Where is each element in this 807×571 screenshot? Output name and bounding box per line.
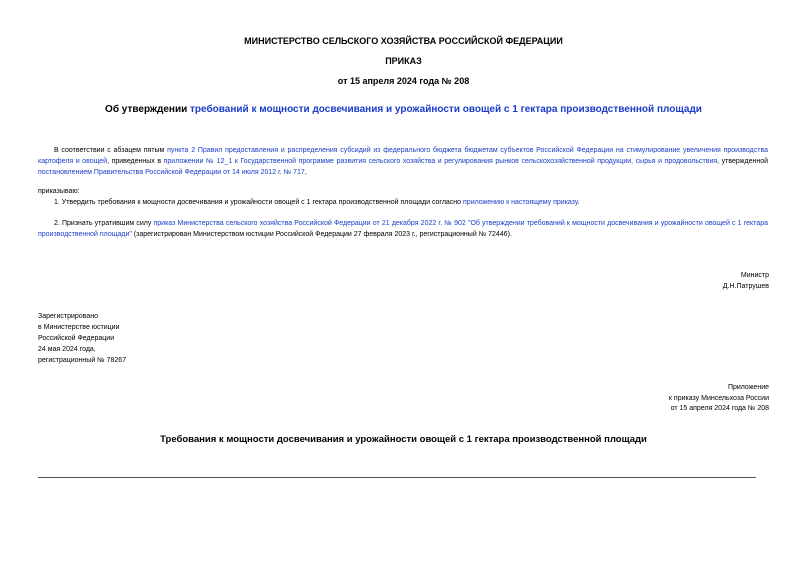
item-1 [38,197,768,208]
item-1-end: . [577,199,580,206]
appendix-program-link[interactable]: приложении № 12_1 к Государственной программе развития сельского хозяйства и регулирования рынков сельскохозяйственной продукции, сырья и продовольствия [163,158,718,165]
registration-line: регистрационный № 78267 [38,357,127,364]
government-decree-link[interactable]: постановлением Правительства Российской Федерации от 14 июля 2012 г. № 717 [38,169,305,176]
registration-line: в Министерстве юстиции [38,324,120,331]
signature-block [723,270,769,292]
appendix-block [669,383,769,415]
signature-name: Д.Н.Патрушев [722,283,769,290]
rules-link[interactable]: пункта 2 Правил предоставления и распределения субсидий из федерального бюджета бюджетам субъектов Российской Федерации на стимулирование увеличения производства картофеля и овощей [38,147,768,165]
requirements-title: Требования к мощности досвечивания и урожайности овощей с 1 гектара производственной площади [160,434,647,445]
subject-prefix: Об утверждении [105,104,191,115]
preamble-text-2: , приведенных в [107,158,164,165]
registration-line: Зарегистрировано [38,313,98,320]
doc-date-number: от 15 апреля 2024 года № 208 [337,76,470,86]
doc-type: ПРИКАЗ [385,56,422,66]
preamble-text-4: , [304,169,307,176]
doc-subject [0,104,807,115]
item-1-text: 1. Утвердить требования к мощности досвечивания и урожайности овощей с 1 гектара производственной площади согласно [54,199,464,206]
order-word: приказываю: [38,188,80,195]
signature-position: Министр [740,272,769,279]
appendix-line: от 15 апреля 2024 года № 208 [670,405,769,412]
preamble-paragraph [38,145,768,178]
appendix-link[interactable]: приложению к настоящему приказу [463,199,578,206]
preamble-text-3: , утвержденной [717,158,768,165]
ministry-title: МИНИСТЕРСТВО СЕЛЬСКОГО ХОЗЯЙСТВА РОССИЙСКОЙ ФЕДЕРАЦИИ [244,36,563,46]
old-order-link[interactable]: приказ Министерства сельского хозяйства Российской Федерации от 21 декабря 2022 г. № 902 "Об утверждении требований к мощности досвечивания и урожайности овощей с 1 гектара производственной площади" [38,220,768,238]
divider [38,477,756,478]
item-2-text: 2. Признать утратившим силу [54,220,154,227]
registration-line: Российской Федерации [38,335,115,342]
item-2 [38,218,768,240]
registration-block [38,311,126,366]
appendix-line: Приложение [727,384,769,391]
appendix-line: к приказу Минсельхоза России [668,394,769,402]
subject-link[interactable]: требований к мощности досвечивания и урожайности овощей с 1 гектара производственной площади [190,104,702,115]
preamble-text-1: В соответствии с абзацем пятым [54,147,168,154]
registration-line: 24 мая 2024 года, [38,346,96,353]
item-2-end: (зарегистрирован Министерством юстиции Российской Федерации 27 февраля 2023 г., регистрационный № 72446). [131,231,512,238]
